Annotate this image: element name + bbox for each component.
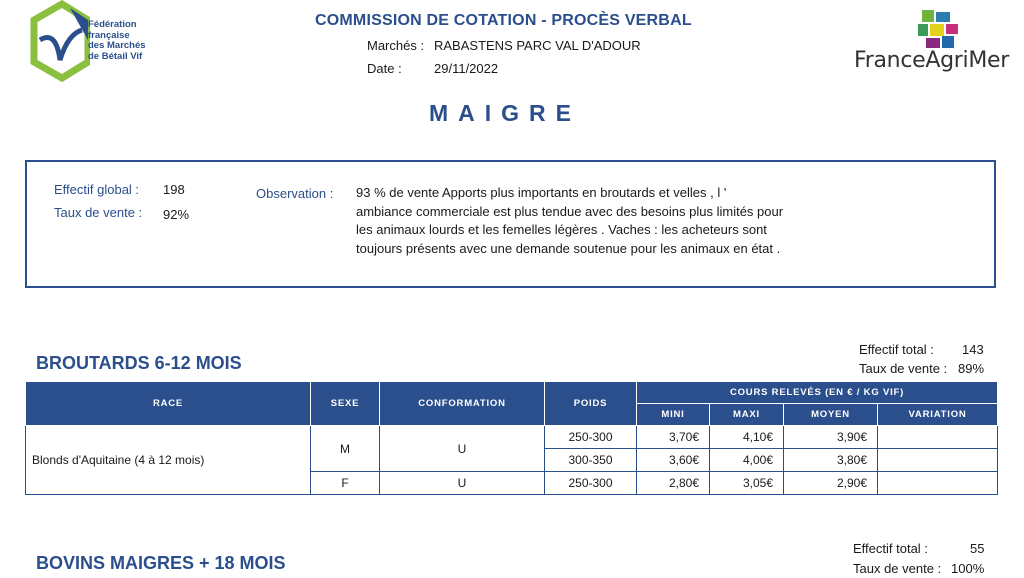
col-maxi-header: MAXI (710, 404, 784, 426)
logo-line-4: de Bétail Vif (88, 50, 143, 62)
table-row (26, 426, 998, 449)
observation-text: 93 % de vente Apports plus importants en broutards et velles , l ' ambiance commerciale est plus tendue avec des besoins plus limités pour les animaux lourds et les femelles légères . Vaches : les acheteurs sont toujours présents avec une demande soutenue pour les animaux en état . (356, 185, 784, 256)
broutards-table (25, 381, 997, 495)
col-poids-header: POIDS (545, 382, 637, 426)
bovins-effectif-label: Effectif total : (853, 541, 928, 556)
mini-cell: 3,70€ (637, 426, 710, 449)
poids-cell: 250-300 (545, 426, 637, 449)
ffmbv-logo-text (88, 20, 178, 62)
broutards-taux-value: 89% (958, 361, 985, 376)
effectif-global-label: Effectif global : (54, 182, 140, 197)
broutards-title: BROUTARDS 6-12 MOIS (36, 353, 242, 373)
variation-cell (878, 449, 998, 472)
summary-box (25, 160, 996, 288)
moyen-cell: 2,90€ (784, 472, 878, 495)
maxi-cell: 4,10€ (710, 426, 784, 449)
broutards-effectif-value: 143 (962, 342, 984, 357)
broutards-taux-label: Taux de vente : (859, 361, 948, 376)
logo-line-1: Fédération (88, 19, 137, 30)
broutards-effectif-label: Effectif total : (859, 342, 934, 357)
col-race-header: RACE (26, 382, 311, 426)
logo-line-2: française (88, 29, 130, 41)
poids-cell: 300-350 (545, 449, 637, 472)
observation-label: Observation : (256, 186, 334, 201)
ffmbv-logo (30, 0, 170, 92)
race-cell: Blonds d'Aquitaine (4 à 12 mois) (26, 426, 311, 495)
franceagrimer-mosaic-icon (918, 10, 960, 48)
sexe-cell: M (311, 426, 380, 472)
bovins-effectif-value: 55 (970, 541, 985, 556)
mini-cell: 3,60€ (637, 449, 710, 472)
date-value: 29/11/2022 (434, 61, 499, 76)
logo-line-3: des Marchés (88, 40, 146, 51)
marches-label: Marchés : (367, 38, 425, 53)
bovins-taux-value: 100% (951, 561, 985, 576)
document-title: COMMISSION DE COTATION - PROCÈS VERBAL (315, 12, 692, 29)
effectif-global-value: 198 (163, 182, 185, 197)
taux-vente-label: Taux de vente : (54, 205, 143, 220)
section-heading: MAIGRE (429, 100, 581, 126)
bovins-title: BOVINS MAIGRES + 18 MOIS (36, 553, 286, 573)
bovins-taux-label: Taux de vente : (853, 561, 942, 576)
franceagrimer-logo (852, 10, 1009, 76)
col-cours-header: COURS RELEVÉS (EN € / KG VIF) (637, 382, 998, 404)
poids-cell: 250-300 (545, 472, 637, 495)
col-mini-header: MINI (637, 404, 710, 426)
date-label: Date : (367, 61, 402, 76)
maxi-cell: 4,00€ (710, 449, 784, 472)
variation-cell (878, 472, 998, 495)
ffmbv-emblem-icon (30, 0, 90, 92)
variation-cell (878, 426, 998, 449)
conformation-cell: U (380, 472, 545, 495)
sexe-cell: F (311, 472, 380, 495)
col-moyen-header: MOYEN (784, 404, 878, 426)
taux-vente-value: 92% (163, 207, 190, 222)
moyen-cell: 3,90€ (784, 426, 878, 449)
col-sexe-header: SEXE (311, 382, 380, 426)
mini-cell: 2,80€ (637, 472, 710, 495)
moyen-cell: 3,80€ (784, 449, 878, 472)
col-conformation-header: CONFORMATION (380, 382, 545, 426)
col-variation-header: VARIATION (878, 404, 998, 426)
conformation-cell: U (380, 426, 545, 472)
marches-value: RABASTENS PARC VAL D'ADOUR (434, 38, 641, 53)
franceagrimer-logo-text: FranceAgriMer (854, 48, 1009, 73)
maxi-cell: 3,05€ (710, 472, 784, 495)
